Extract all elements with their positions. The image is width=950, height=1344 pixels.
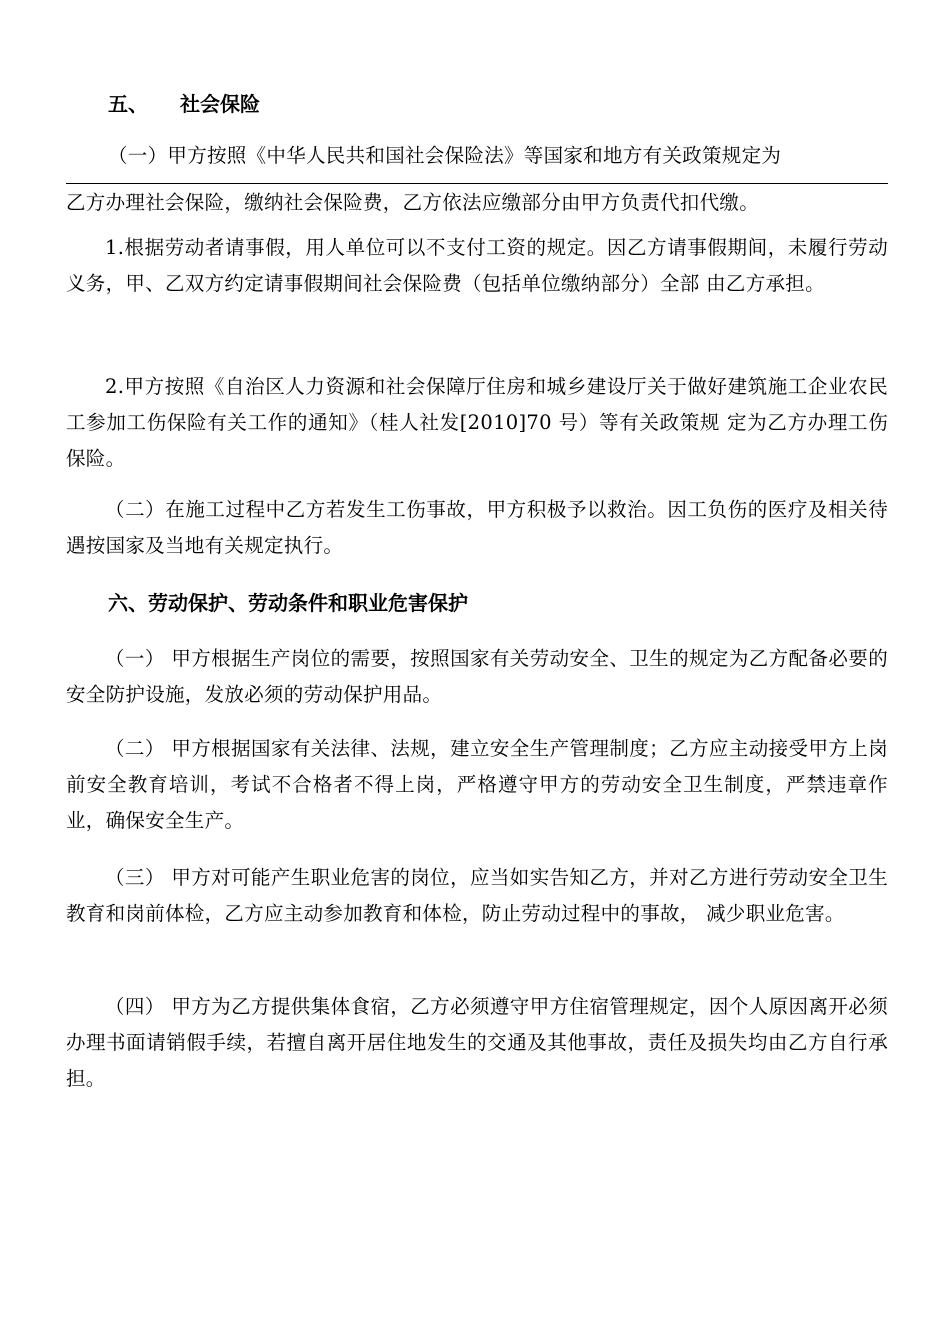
horizontal-rule xyxy=(66,183,888,184)
section-5-paragraph-4: （二）在施工过程中乙方若发生工伤事故，甲方积极予以救治。因工负伤的医疗及相关待遇按国家及当地有关规定执行。 xyxy=(66,498,888,557)
section-5-paragraph-2: 1.根据劳动者请事假，用人单位可以不支付工资的规定。因乙方请事假期间，未履行劳动义务，甲、乙双方约定请事假期间社会保险费（包括单位缴纳部分）全部 由乙方承担。 xyxy=(66,236,888,295)
section-5-heading xyxy=(108,90,260,118)
section-6-paragraph-3: （三） 甲方对可能产生职业危害的岗位，应当如实告知乙方，并对乙方进行劳动安全卫生教育和岗前体检，乙方应主动参加教育和体检，防止劳动过程中的事故， 减少职业危害。 xyxy=(66,866,888,925)
section-5-title: 社会保险 xyxy=(180,92,260,116)
section-5-number: 五、 xyxy=(108,92,148,116)
section-6-heading: 六、劳动保护、劳动条件和职业危害保护 xyxy=(108,591,468,615)
section-6-paragraph-1: （一） 甲方根据生产岗位的需要，按照国家有关劳动安全、卫生的规定为乙方配备必要的安全防护设施，发放必须的劳动保护用品。 xyxy=(66,647,888,706)
section-6-paragraph-2: （二） 甲方根据国家有关法律、法规，建立安全生产管理制度；乙方应主动接受甲方上岗前安全教育培训，考试不合格者不得上岗，严格遵守甲方的劳动安全卫生制度，严禁违章作业，确保安全生产。 xyxy=(66,737,888,832)
section-5-paragraph-1-line-1: （一）甲方按照《中华人民共和国社会保险法》等国家和地方有关政策规定为 xyxy=(108,144,782,167)
section-6-paragraph-4: （四） 甲方为乙方提供集体食宿，乙方必须遵守甲方住宿管理规定，因个人原因离开必须办理书面请销假手续，若擅自离开居住地发生的交通及其他事故，责任及损失均由乙方自行承担。 xyxy=(66,995,888,1090)
section-5-paragraph-3: 2.甲方按照《自治区人力资源和社会保障厅住房和城乡建设厅关于做好建筑施工企业农民工参加工伤保险有关工作的通知》（桂人社发[2010]70 号）等有关政策规 定为乙方办理工伤保险。 xyxy=(66,375,888,470)
section-5-paragraph-1-line-2: 乙方办理社会保险，缴纳社会保险费，乙方依法应缴部分由甲方负责代扣代缴。 xyxy=(66,191,760,214)
